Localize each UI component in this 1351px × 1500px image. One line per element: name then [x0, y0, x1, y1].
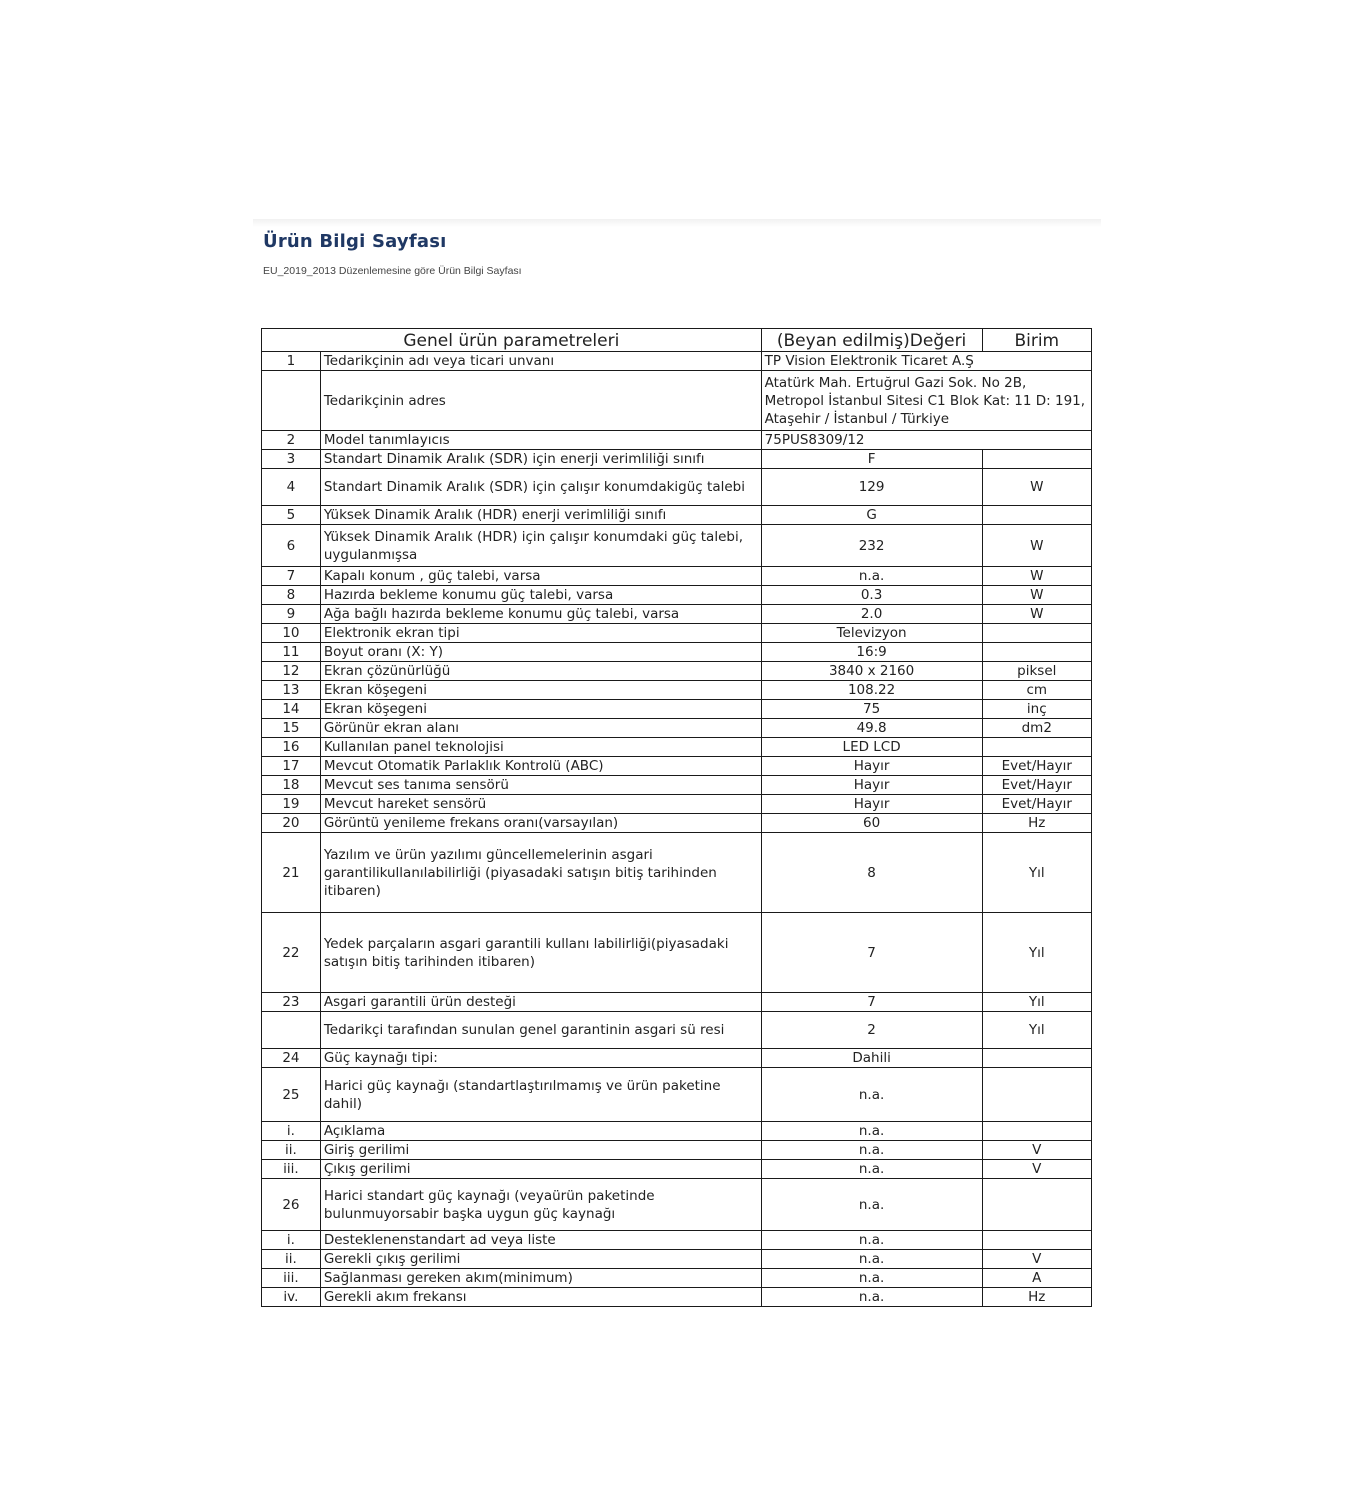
row-unit: W — [982, 605, 1091, 624]
row-parameter: Mevcut hareket sensörü — [320, 795, 761, 814]
table-row — [262, 1122, 1092, 1141]
row-parameter: Kapalı konum , güç talebi, varsa — [320, 567, 761, 586]
row-value: F — [761, 450, 982, 469]
row-parameter: Standart Dinamik Aralık (SDR) için enerji verimliliği sınıfı — [320, 450, 761, 469]
table-row — [262, 993, 1092, 1012]
page-top-band — [253, 219, 1101, 227]
header-parameters: Genel ürün parametreleri — [262, 329, 762, 352]
row-number: 11 — [262, 643, 321, 662]
table-row — [262, 719, 1092, 738]
row-value: n.a. — [761, 1122, 982, 1141]
row-value: n.a. — [761, 1160, 982, 1179]
table-row — [262, 567, 1092, 586]
table-row — [262, 833, 1092, 913]
row-parameter: Kullanılan panel teknolojisi — [320, 738, 761, 757]
table-row — [262, 1269, 1092, 1288]
document-title: Ürün Bilgi Sayfası — [263, 231, 447, 252]
row-parameter: Tedarikçi tarafından sunulan genel garantinin asgari sü resi — [320, 1012, 761, 1049]
row-number: 26 — [262, 1179, 321, 1231]
row-number: iii. — [262, 1160, 321, 1179]
row-number: 5 — [262, 506, 321, 525]
row-number: ii. — [262, 1250, 321, 1269]
row-number: 23 — [262, 993, 321, 1012]
row-unit: piksel — [982, 662, 1091, 681]
table-row — [262, 1012, 1092, 1049]
row-value: 16:9 — [761, 643, 982, 662]
table-row — [262, 506, 1092, 525]
table-row — [262, 450, 1092, 469]
row-number — [262, 371, 321, 431]
row-value: n.a. — [761, 1231, 982, 1250]
row-unit — [982, 1179, 1091, 1231]
row-unit: Yıl — [982, 1012, 1091, 1049]
table-row — [262, 700, 1092, 719]
row-parameter: Ağa bağlı hazırda bekleme konumu güç talebi, varsa — [320, 605, 761, 624]
row-value: n.a. — [761, 1288, 982, 1307]
row-number: 17 — [262, 757, 321, 776]
table-row — [262, 662, 1092, 681]
table-row — [262, 525, 1092, 567]
table-row — [262, 757, 1092, 776]
product-info-table — [261, 328, 1092, 1307]
row-unit: Yıl — [982, 913, 1091, 993]
row-number: iv. — [262, 1288, 321, 1307]
row-number: 3 — [262, 450, 321, 469]
row-parameter: Görünür ekran alanı — [320, 719, 761, 738]
row-unit — [982, 450, 1091, 469]
row-unit: W — [982, 469, 1091, 506]
table-row — [262, 352, 1092, 371]
row-number: i. — [262, 1122, 321, 1141]
row-number: 22 — [262, 913, 321, 993]
row-number: 25 — [262, 1068, 321, 1122]
row-value: 3840 x 2160 — [761, 662, 982, 681]
row-value: 75PUS8309/12 — [761, 431, 1091, 450]
row-number: ii. — [262, 1141, 321, 1160]
row-unit — [982, 624, 1091, 643]
row-value: n.a. — [761, 1179, 982, 1231]
row-parameter: Sağlanması gereken akım(minimum) — [320, 1269, 761, 1288]
header-value: (Beyan edilmiş)Değeri — [761, 329, 982, 352]
row-value: n.a. — [761, 1250, 982, 1269]
row-parameter: Gerekli akım frekansı — [320, 1288, 761, 1307]
table-row — [262, 814, 1092, 833]
row-value: Televizyon — [761, 624, 982, 643]
table-row — [262, 776, 1092, 795]
row-parameter: Harici güç kaynağı (standartlaştırılmamış ve ürün paketine dahil) — [320, 1068, 761, 1122]
row-value: LED LCD — [761, 738, 982, 757]
row-unit: dm2 — [982, 719, 1091, 738]
table-row — [262, 605, 1092, 624]
row-unit — [982, 643, 1091, 662]
row-value: 75 — [761, 700, 982, 719]
row-unit — [982, 1231, 1091, 1250]
row-value: Hayır — [761, 776, 982, 795]
row-unit: V — [982, 1141, 1091, 1160]
row-unit: W — [982, 586, 1091, 605]
row-number: 21 — [262, 833, 321, 913]
table-row — [262, 913, 1092, 993]
table-row — [262, 1160, 1092, 1179]
row-value: G — [761, 506, 982, 525]
row-unit: V — [982, 1160, 1091, 1179]
row-unit: cm — [982, 681, 1091, 700]
row-value: 7 — [761, 993, 982, 1012]
row-parameter: Gerekli çıkış gerilimi — [320, 1250, 761, 1269]
row-value: n.a. — [761, 1141, 982, 1160]
row-parameter: Yüksek Dinamik Aralık (HDR) enerji verimliliği sınıfı — [320, 506, 761, 525]
row-parameter: Mevcut ses tanıma sensörü — [320, 776, 761, 795]
row-number: 15 — [262, 719, 321, 738]
row-parameter: Giriş gerilimi — [320, 1141, 761, 1160]
row-number — [262, 1012, 321, 1049]
row-unit: Evet/Hayır — [982, 776, 1091, 795]
row-parameter: Boyut oranı (X: Y) — [320, 643, 761, 662]
table-header-row — [262, 329, 1092, 352]
row-parameter: Model tanımlayıcıs — [320, 431, 761, 450]
table-row — [262, 624, 1092, 643]
row-number: 9 — [262, 605, 321, 624]
row-value: 108.22 — [761, 681, 982, 700]
row-value: TP Vision Elektronik Ticaret A.Ş — [761, 352, 1091, 371]
row-parameter: Desteklenenstandart ad veya liste — [320, 1231, 761, 1250]
table-row — [262, 469, 1092, 506]
row-unit: W — [982, 567, 1091, 586]
row-parameter: Güç kaynağı tipi: — [320, 1049, 761, 1068]
row-parameter: Standart Dinamik Aralık (SDR) için çalışır konumdakigüç talebi — [320, 469, 761, 506]
row-unit: W — [982, 525, 1091, 567]
row-parameter: Ekran köşegeni — [320, 700, 761, 719]
row-value: 232 — [761, 525, 982, 567]
row-value: n.a. — [761, 1068, 982, 1122]
document-subtitle: EU_2019_2013 Düzenlemesine göre Ürün Bilgi Sayfası — [263, 265, 522, 277]
table-row — [262, 586, 1092, 605]
table-row — [262, 431, 1092, 450]
row-value: 8 — [761, 833, 982, 913]
row-parameter: Asgari garantili ürün desteği — [320, 993, 761, 1012]
table-row — [262, 1141, 1092, 1160]
row-number: 16 — [262, 738, 321, 757]
row-unit: Hz — [982, 814, 1091, 833]
row-value: Hayır — [761, 795, 982, 814]
header-unit: Birim — [982, 329, 1091, 352]
row-number: 1 — [262, 352, 321, 371]
row-number: iii. — [262, 1269, 321, 1288]
row-parameter: Yüksek Dinamik Aralık (HDR) için çalışır konumdaki güç talebi, uygulanmışsa — [320, 525, 761, 567]
table-row — [262, 643, 1092, 662]
table-row — [262, 681, 1092, 700]
row-unit: V — [982, 1250, 1091, 1269]
row-parameter: Yedek parçaların asgari garantili kullanı labilirliği(piyasadaki satışın bitiş tarihinden itibaren) — [320, 913, 761, 993]
row-parameter: Çıkış gerilimi — [320, 1160, 761, 1179]
table-row — [262, 738, 1092, 757]
row-number: 18 — [262, 776, 321, 795]
row-parameter: Açıklama — [320, 1122, 761, 1141]
row-unit: inç — [982, 700, 1091, 719]
row-value: 49.8 — [761, 719, 982, 738]
row-value: 129 — [761, 469, 982, 506]
row-number: 19 — [262, 795, 321, 814]
table-row — [262, 795, 1092, 814]
row-parameter: Mevcut Otomatik Parlaklık Kontrolü (ABC) — [320, 757, 761, 776]
row-unit — [982, 738, 1091, 757]
row-value: 60 — [761, 814, 982, 833]
row-number: 14 — [262, 700, 321, 719]
row-unit — [982, 1122, 1091, 1141]
row-parameter: Elektronik ekran tipi — [320, 624, 761, 643]
row-parameter: Harici standart güç kaynağı (veyaürün paketinde bulunmuyorsabir başka uygun güç kaynağı — [320, 1179, 761, 1231]
row-unit — [982, 506, 1091, 525]
row-number: 24 — [262, 1049, 321, 1068]
row-value: 7 — [761, 913, 982, 993]
table-row — [262, 371, 1092, 431]
row-number: 6 — [262, 525, 321, 567]
row-parameter: Hazırda bekleme konumu güç talebi, varsa — [320, 586, 761, 605]
row-unit — [982, 1068, 1091, 1122]
row-unit: Hz — [982, 1288, 1091, 1307]
row-number: 12 — [262, 662, 321, 681]
table-row — [262, 1179, 1092, 1231]
table-row — [262, 1231, 1092, 1250]
table-row — [262, 1049, 1092, 1068]
row-unit: Yıl — [982, 833, 1091, 913]
row-parameter: Yazılım ve ürün yazılımı güncellemelerinin asgari garantilikullanılabilirliği (piyasadaki satışın bitiş tarihinden itibaren) — [320, 833, 761, 913]
row-number: 4 — [262, 469, 321, 506]
row-value: 2 — [761, 1012, 982, 1049]
row-parameter: Görüntü yenileme frekans oranı(varsayılan) — [320, 814, 761, 833]
row-number: 20 — [262, 814, 321, 833]
row-unit: Yıl — [982, 993, 1091, 1012]
row-value: Atatürk Mah. Ertuğrul Gazi Sok. No 2B, Metropol İstanbul Sitesi C1 Blok Kat: 11 D: 191, Ataşehir / İstanbul / Türkiye — [761, 371, 1091, 431]
row-number: 2 — [262, 431, 321, 450]
row-value: 2.0 — [761, 605, 982, 624]
row-value: n.a. — [761, 1269, 982, 1288]
row-number: i. — [262, 1231, 321, 1250]
table-row — [262, 1068, 1092, 1122]
row-number: 10 — [262, 624, 321, 643]
row-parameter: Tedarikçinin adı veya ticari unvanı — [320, 352, 761, 371]
row-number: 7 — [262, 567, 321, 586]
row-parameter: Ekran çözünürlüğü — [320, 662, 761, 681]
row-parameter: Tedarikçinin adres — [320, 371, 761, 431]
row-unit — [982, 1049, 1091, 1068]
row-value: n.a. — [761, 567, 982, 586]
row-number: 13 — [262, 681, 321, 700]
row-number: 8 — [262, 586, 321, 605]
table-row — [262, 1288, 1092, 1307]
row-parameter: Ekran köşegeni — [320, 681, 761, 700]
row-unit: Evet/Hayır — [982, 795, 1091, 814]
row-value: 0.3 — [761, 586, 982, 605]
table-row — [262, 1250, 1092, 1269]
row-unit: Evet/Hayır — [982, 757, 1091, 776]
row-value: Dahili — [761, 1049, 982, 1068]
row-unit: A — [982, 1269, 1091, 1288]
row-value: Hayır — [761, 757, 982, 776]
